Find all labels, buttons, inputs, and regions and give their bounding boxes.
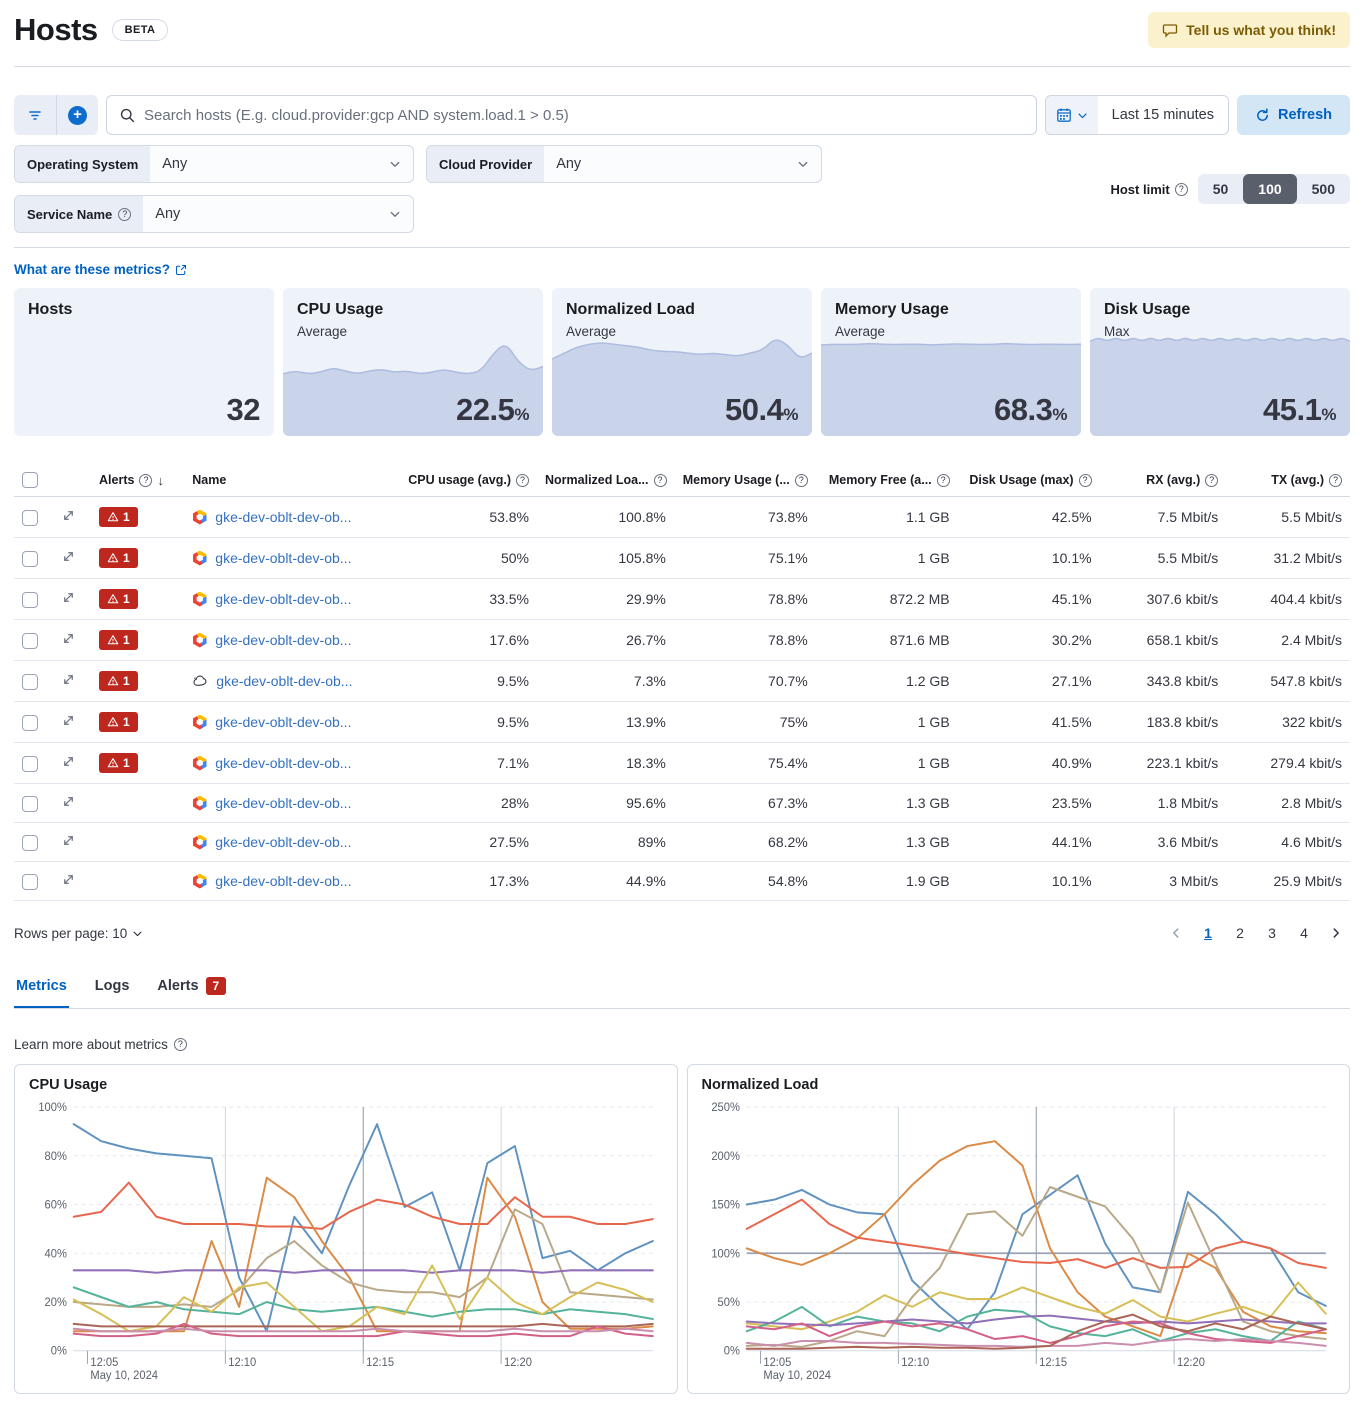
alert-count-badge[interactable]: 1 xyxy=(99,548,138,568)
tab-logs[interactable]: Logs xyxy=(94,978,130,994)
plus-circle-icon: + xyxy=(68,106,87,125)
column-header-memory-free-a[interactable]: Memory Free (a... ? xyxy=(816,466,958,497)
metric-cell: 27.5% xyxy=(400,823,537,862)
row-checkbox[interactable] xyxy=(22,796,38,812)
help-icon: ? xyxy=(118,208,131,221)
next-page-button[interactable] xyxy=(1322,919,1350,947)
row-checkbox[interactable] xyxy=(22,633,38,649)
metric-cell: 10.1% xyxy=(958,862,1100,901)
column-header-tx-avg[interactable]: TX (avg.) ? xyxy=(1226,466,1350,497)
page-button-2[interactable]: 2 xyxy=(1236,925,1244,941)
metric-cell: 5.5 Mbit/s xyxy=(1226,497,1350,538)
metric-cell: 2.4 Mbit/s xyxy=(1226,620,1350,661)
help-icon: ? xyxy=(1329,474,1342,487)
row-checkbox[interactable] xyxy=(22,874,38,890)
gcp-cloud-icon xyxy=(192,796,207,811)
table-row xyxy=(14,661,1350,702)
detail-tabs xyxy=(14,969,1350,1009)
expand-row-icon[interactable] xyxy=(61,672,76,690)
table-row xyxy=(14,823,1350,862)
alert-count-badge[interactable]: 1 xyxy=(99,753,138,773)
help-icon: ? xyxy=(795,474,808,487)
help-icon: ? xyxy=(139,474,152,487)
metric-cell: 223.1 kbit/s xyxy=(1100,743,1227,784)
host-name-link[interactable]: gke-dev-oblt-dev-ob... xyxy=(215,509,352,525)
speech-bubble-icon xyxy=(1162,22,1178,38)
cloud-provider-value: Any xyxy=(556,156,582,172)
host-name-link[interactable]: gke-dev-oblt-dev-ob... xyxy=(215,834,352,850)
operating-system-select[interactable]: Operating System Any xyxy=(14,145,414,183)
alert-count-badge[interactable]: 1 xyxy=(99,589,138,609)
metric-cell: 1.1 GB xyxy=(816,497,958,538)
table-row xyxy=(14,862,1350,901)
search-bar xyxy=(106,95,1037,135)
metric-cell: 18.3% xyxy=(537,743,674,784)
metric-cell: 10.1% xyxy=(958,538,1100,579)
metric-cell: 30.2% xyxy=(958,620,1100,661)
host-name-link[interactable]: gke-dev-oblt-dev-ob... xyxy=(215,591,352,607)
page-button-3[interactable]: 3 xyxy=(1268,925,1276,941)
metric-cell: 54.8% xyxy=(674,862,816,901)
metric-cell: 1.8 Mbit/s xyxy=(1100,784,1227,823)
svg-text:150%: 150% xyxy=(710,1199,740,1212)
svg-text:12:10: 12:10 xyxy=(228,1356,257,1369)
metric-cell: 871.6 MB xyxy=(816,620,958,661)
service-name-select[interactable]: Service Name ? Any xyxy=(14,195,414,233)
alert-count-badge[interactable]: 1 xyxy=(99,671,138,691)
metric-cell: 872.2 MB xyxy=(816,579,958,620)
cloud-provider-select[interactable]: Cloud Provider Any xyxy=(426,145,822,183)
svg-text:20%: 20% xyxy=(44,1296,67,1310)
help-icon: ? xyxy=(516,474,529,487)
gcp-cloud-icon xyxy=(192,551,207,566)
date-picker xyxy=(1045,95,1229,135)
svg-text:100%: 100% xyxy=(38,1101,67,1115)
alerts-count-badge: 7 xyxy=(206,977,227,995)
row-checkbox[interactable] xyxy=(22,756,38,772)
metric-cell: 547.8 kbit/s xyxy=(1226,661,1350,702)
header-divider xyxy=(14,66,1350,67)
chevron-down-icon xyxy=(389,158,401,170)
table-row xyxy=(14,702,1350,743)
query-buttons xyxy=(14,95,98,135)
metric-cell: 13.9% xyxy=(537,702,674,743)
column-header-name[interactable]: Name xyxy=(184,466,400,497)
expand-row-icon[interactable] xyxy=(61,754,76,772)
column-header-alerts[interactable]: Alerts ? ↓ xyxy=(91,466,184,497)
metric-cell: 7.1% xyxy=(400,743,537,784)
metric-cell: 658.1 kbit/s xyxy=(1100,620,1227,661)
row-checkbox[interactable] xyxy=(22,551,38,567)
chevron-down-icon xyxy=(1077,110,1088,121)
metric-cell: 29.9% xyxy=(537,579,674,620)
gcp-cloud-icon xyxy=(192,633,207,648)
alert-count-badge[interactable]: 1 xyxy=(99,630,138,650)
metric-cell: 9.5% xyxy=(400,661,537,702)
svg-text:100%: 100% xyxy=(710,1248,740,1261)
row-checkbox[interactable] xyxy=(22,835,38,851)
help-icon: ? xyxy=(654,474,667,487)
metric-cell: 44.1% xyxy=(958,823,1100,862)
metric-cell: 105.8% xyxy=(537,538,674,579)
metric-cell: 68.2% xyxy=(674,823,816,862)
gcp-cloud-icon xyxy=(192,510,207,525)
expand-row-icon[interactable] xyxy=(61,549,76,567)
metric-cell: 100.8% xyxy=(537,497,674,538)
metric-cell: 1 GB xyxy=(816,702,958,743)
metric-cell: 53.8% xyxy=(400,497,537,538)
operating-system-value: Any xyxy=(162,156,188,172)
metric-cell: 70.7% xyxy=(674,661,816,702)
alert-count-badge[interactable]: 1 xyxy=(99,507,138,527)
metric-cell: 23.5% xyxy=(958,784,1100,823)
svg-text:12:20: 12:20 xyxy=(1176,1356,1205,1369)
help-icon: ? xyxy=(174,1038,187,1051)
row-checkbox[interactable] xyxy=(22,674,38,690)
metric-cell: 27.1% xyxy=(958,661,1100,702)
metric-cell: 2.8 Mbit/s xyxy=(1226,784,1350,823)
metric-cell: 4.6 Mbit/s xyxy=(1226,823,1350,862)
gcp-cloud-icon xyxy=(192,756,207,771)
beta-badge: BETA xyxy=(112,19,169,41)
expand-row-icon[interactable] xyxy=(61,872,76,890)
host-name-link[interactable]: gke-dev-oblt-dev-ob... xyxy=(215,714,352,730)
table-row xyxy=(14,743,1350,784)
host-limit-option-100[interactable]: 100 xyxy=(1243,174,1296,204)
metric-cell: 50% xyxy=(400,538,537,579)
refresh-icon xyxy=(1255,108,1270,123)
metric-cell: 9.5% xyxy=(400,702,537,743)
metric-cell: 41.5% xyxy=(958,702,1100,743)
column-header-memory-usage[interactable]: Memory Usage (... ? xyxy=(674,466,816,497)
expand-row-icon[interactable] xyxy=(61,713,76,731)
page-title: Hosts xyxy=(14,12,98,47)
kpi-disk-usage[interactable]: Disk Usage Max 45.1% xyxy=(1090,288,1350,436)
external-link-icon xyxy=(175,264,187,276)
search-input[interactable] xyxy=(144,107,1024,124)
host-table-body xyxy=(14,497,1350,901)
host-name-link[interactable]: gke-dev-oblt-dev-ob... xyxy=(216,673,353,689)
what-are-these-metrics-link[interactable]: What are these metrics? xyxy=(14,262,187,277)
metric-cell: 75.1% xyxy=(674,538,816,579)
metric-cell: 25.9 Mbit/s xyxy=(1226,862,1350,901)
host-name-link[interactable]: gke-dev-oblt-dev-ob... xyxy=(215,550,352,566)
toolbar xyxy=(14,95,1350,135)
metric-cell: 183.8 kbit/s xyxy=(1100,702,1227,743)
filter-icon xyxy=(27,107,43,123)
page-header xyxy=(14,0,1350,48)
column-header-normalized-loa[interactable]: Normalized Loa... ? xyxy=(537,466,674,497)
expand-row-icon[interactable] xyxy=(61,833,76,851)
host-name-link[interactable]: gke-dev-oblt-dev-ob... xyxy=(215,795,352,811)
normalized-load-chart[interactable] xyxy=(702,1095,1336,1393)
pagination xyxy=(1162,919,1350,947)
metric-cell: 17.6% xyxy=(400,620,537,661)
previous-page-button[interactable] xyxy=(1162,919,1190,947)
expand-row-icon[interactable] xyxy=(61,794,76,812)
cpu-usage-chart-panel: CPU Usage 100% 80% 60% 40% 20% 0% 12:05 May 10, 2024 12:10 12:15 12:20 xyxy=(14,1064,678,1394)
table-row xyxy=(14,497,1350,538)
metric-cell: 1.2 GB xyxy=(816,661,958,702)
svg-text:May 10, 2024: May 10, 2024 xyxy=(762,1369,831,1382)
svg-text:250%: 250% xyxy=(710,1101,740,1115)
chevron-down-icon xyxy=(389,208,401,220)
refresh-button[interactable]: Refresh xyxy=(1237,95,1350,135)
feedback-button[interactable]: Tell us what you think! xyxy=(1148,12,1350,48)
metric-cell: 78.8% xyxy=(674,579,816,620)
metric-cell: 307.6 kbit/s xyxy=(1100,579,1227,620)
metric-cell: 44.9% xyxy=(537,862,674,901)
table-footer xyxy=(14,919,1350,947)
svg-text:40%: 40% xyxy=(44,1248,67,1261)
search-icon xyxy=(119,107,136,124)
expand-column-header xyxy=(53,466,92,497)
service-name-value: Any xyxy=(155,206,181,222)
svg-text:0%: 0% xyxy=(50,1345,67,1358)
hosts-table xyxy=(14,466,1350,901)
metric-cell: 75.4% xyxy=(674,743,816,784)
calendar-icon xyxy=(1056,107,1072,123)
table-row xyxy=(14,579,1350,620)
metric-cell: 73.8% xyxy=(674,497,816,538)
metric-cell: 75% xyxy=(674,702,816,743)
svg-text:12:20: 12:20 xyxy=(504,1356,532,1369)
metric-cell: 5.5 Mbit/s xyxy=(1100,538,1227,579)
host-limit-option-50[interactable]: 50 xyxy=(1212,181,1229,197)
kpi-memory-usage[interactable]: Memory Usage Average 68.3% xyxy=(821,288,1081,436)
page-button-1[interactable]: 1 xyxy=(1204,925,1212,941)
metric-cell: 343.8 kbit/s xyxy=(1100,661,1227,702)
calendar-button[interactable] xyxy=(1046,96,1098,134)
host-name-link[interactable]: gke-dev-oblt-dev-ob... xyxy=(215,873,352,889)
svg-text:0%: 0% xyxy=(723,1345,740,1358)
metric-cell: 7.5 Mbit/s xyxy=(1100,497,1227,538)
table-row xyxy=(14,538,1350,579)
tab-alerts[interactable]: Alerts 7 xyxy=(155,969,228,1008)
metric-cell: 1.3 GB xyxy=(816,784,958,823)
table-header-row xyxy=(14,466,1350,497)
metric-cell: 28% xyxy=(400,784,537,823)
gcp-cloud-icon xyxy=(192,874,207,889)
metric-cell: 1.9 GB xyxy=(816,862,958,901)
svg-text:May 10, 2024: May 10, 2024 xyxy=(90,1369,159,1382)
gcp-cloud-icon xyxy=(192,835,207,850)
host-limit-group xyxy=(1198,174,1350,204)
metric-cell: 404.4 kbit/s xyxy=(1226,579,1350,620)
metric-cell: 279.4 kbit/s xyxy=(1226,743,1350,784)
metric-cell: 1 GB xyxy=(816,743,958,784)
metric-cell: 31.2 Mbit/s xyxy=(1226,538,1350,579)
metric-cell: 7.3% xyxy=(537,661,674,702)
table-row xyxy=(14,784,1350,823)
column-header-cpu-usage-avg[interactable]: CPU usage (avg.) ? xyxy=(400,466,537,497)
filter-button[interactable] xyxy=(14,95,56,135)
metric-cell: 45.1% xyxy=(958,579,1100,620)
metric-cell: 78.8% xyxy=(674,620,816,661)
metric-cell: 1.3 GB xyxy=(816,823,958,862)
help-icon: ? xyxy=(1175,183,1188,196)
metric-cell: 95.6% xyxy=(537,784,674,823)
row-checkbox[interactable] xyxy=(22,592,38,608)
alert-count-badge[interactable]: 1 xyxy=(99,712,138,732)
host-limit-control: Host limit ? 50 100 500 xyxy=(1110,174,1350,204)
metric-cell: 67.3% xyxy=(674,784,816,823)
chevron-down-icon xyxy=(132,928,143,939)
metric-cell: 322 kbit/s xyxy=(1226,702,1350,743)
kpi-hosts[interactable]: Hosts 32 xyxy=(14,288,274,436)
table-row xyxy=(14,620,1350,661)
metric-cell: 17.3% xyxy=(400,862,537,901)
svg-text:60%: 60% xyxy=(44,1199,67,1212)
svg-text:200%: 200% xyxy=(710,1150,740,1163)
gcp-cloud-icon xyxy=(192,592,207,607)
svg-text:12:15: 12:15 xyxy=(366,1356,395,1369)
rows-per-page-button[interactable]: Rows per page: 10 xyxy=(14,926,143,941)
column-header-disk-usage-max[interactable]: Disk Usage (max) ? xyxy=(958,466,1100,497)
svg-text:12:05: 12:05 xyxy=(90,1356,119,1369)
kpi-normalized-load[interactable]: Normalized Load Average 50.4% xyxy=(552,288,812,436)
svg-text:12:05: 12:05 xyxy=(762,1356,791,1369)
svg-text:50%: 50% xyxy=(717,1296,740,1310)
metric-cell: 3.6 Mbit/s xyxy=(1100,823,1227,862)
svg-text:12:10: 12:10 xyxy=(900,1356,929,1369)
metric-charts xyxy=(14,1064,1350,1394)
help-icon: ? xyxy=(1079,474,1092,487)
metric-cell: 3 Mbit/s xyxy=(1100,862,1227,901)
row-checkbox[interactable] xyxy=(22,510,38,526)
help-icon: ? xyxy=(1205,474,1218,487)
cloud-sketch-icon xyxy=(192,673,208,689)
host-name-link[interactable]: gke-dev-oblt-dev-ob... xyxy=(215,755,352,771)
svg-text:80%: 80% xyxy=(44,1150,67,1163)
expand-row-icon[interactable] xyxy=(61,590,76,608)
cpu-usage-chart[interactable] xyxy=(29,1095,663,1393)
kpi-cpu-usage[interactable]: CPU Usage Average 22.5% xyxy=(283,288,543,436)
metric-cell: 40.9% xyxy=(958,743,1100,784)
time-range-button[interactable]: Last 15 minutes xyxy=(1098,96,1228,134)
normalized-load-chart-panel: Normalized Load 250% 200% 150% 100% 50% 0% 12:05 May 10, 2024 12:10 12:15 12:20 xyxy=(687,1064,1351,1394)
metric-cell: 89% xyxy=(537,823,674,862)
kpi-cards xyxy=(14,288,1350,436)
column-header-rx-avg[interactable]: RX (avg.) ? xyxy=(1100,466,1227,497)
expand-row-icon[interactable] xyxy=(61,508,76,526)
metric-cell: 33.5% xyxy=(400,579,537,620)
select-all-checkbox[interactable] xyxy=(22,472,38,488)
add-filter-button[interactable] xyxy=(56,95,98,135)
metric-cell: 26.7% xyxy=(537,620,674,661)
host-name-link[interactable]: gke-dev-oblt-dev-ob... xyxy=(215,632,352,648)
page-button-4[interactable]: 4 xyxy=(1300,925,1308,941)
gcp-cloud-icon xyxy=(192,715,207,730)
learn-more-label: Learn more about metrics ? xyxy=(14,1037,187,1052)
chevron-down-icon xyxy=(797,158,809,170)
tab-metrics[interactable]: Metrics xyxy=(14,969,69,1008)
filters-area xyxy=(14,145,1350,233)
row-checkbox[interactable] xyxy=(22,715,38,731)
metric-cell: 42.5% xyxy=(958,497,1100,538)
expand-row-icon[interactable] xyxy=(61,631,76,649)
sort-descending-icon: ↓ xyxy=(157,472,164,488)
select-all-header xyxy=(14,466,53,497)
metric-cell: 1 GB xyxy=(816,538,958,579)
help-icon: ? xyxy=(937,474,950,487)
host-limit-option-500[interactable]: 500 xyxy=(1311,181,1335,197)
svg-text:12:15: 12:15 xyxy=(1038,1356,1067,1369)
